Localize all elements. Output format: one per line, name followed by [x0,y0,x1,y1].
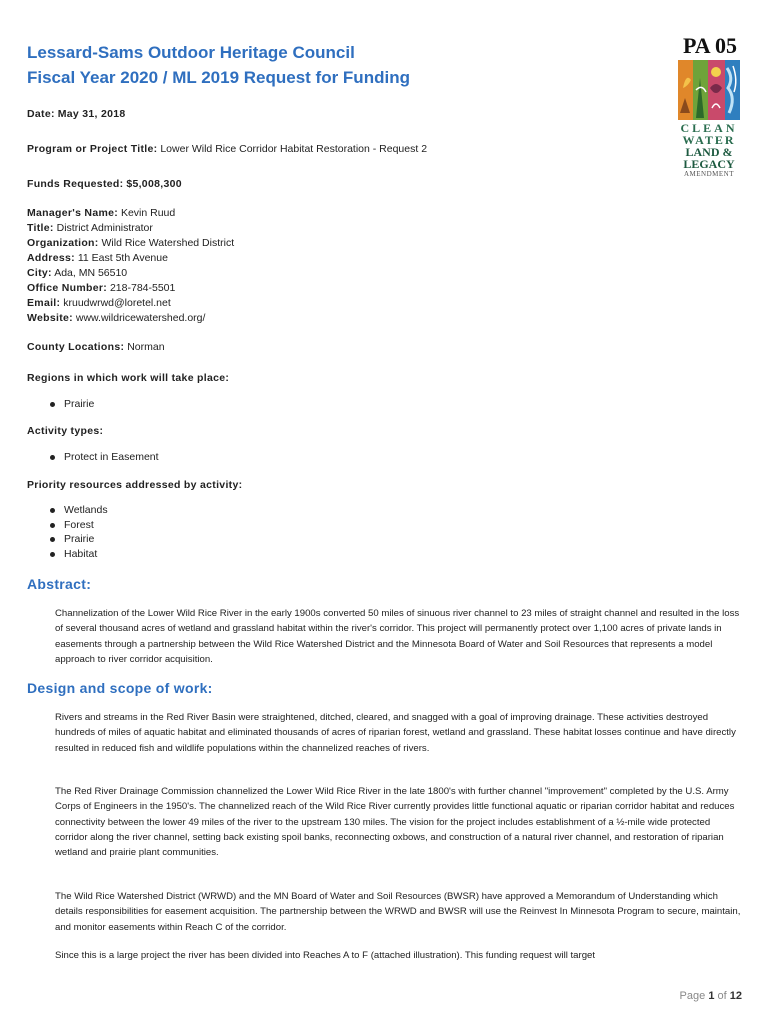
list-item: Protect in Easement [50,450,159,465]
clean-water-legacy-logo [676,58,742,178]
county-label: County Locations: [27,341,125,353]
phone-label: Office Number: [27,282,108,294]
of-word: of [717,990,727,1002]
design-paragraph-1: Rivers and streams in the Red River Basin were straightened, ditched, cleared, and snagged with a goal of improving drainage. These activities destroyed hundreds of miles of aquatic habitat and eliminated thousands of acres of riparian forest, wetland and grassland. These habitat losses continue and have directly resulted in reduced fish and wildlife populations within the channelized reaches of rivers. [55,712,736,754]
list-item: Prairie [50,532,108,547]
program-code: PA 05 [683,33,737,58]
title-line-2: Fiscal Year 2020 / ML 2019 Request for Funding [27,68,410,87]
organization-value: Wild Rice Watershed District [101,237,235,249]
logo-line-land: LAND & [685,145,733,159]
list-item: Forest [50,518,108,533]
regions-label: Regions in which work will take place: [27,372,230,384]
email-row [27,296,234,311]
title-label: Title: [27,222,54,234]
email-link[interactable]: kruudwrwd@loretel.net [63,297,171,309]
city-label: City: [27,267,52,279]
phone-value: 218-784-5501 [109,282,176,294]
date-row [27,107,126,122]
activities-label: Activity types: [27,425,104,437]
manager-label: Manager's Name: [27,207,119,219]
city-row [27,266,234,281]
date-label: Date: [27,108,55,120]
priorities-label: Priority resources addressed by activity: [27,479,243,491]
manager-row [27,206,234,221]
list-item: Wetlands [50,503,108,518]
website-row [27,311,234,326]
project-title-label: Program or Project Title: [27,143,158,155]
title-value: District Administrator [56,222,153,234]
page-word: Page [679,990,706,1002]
legacy-amendment-art-icon [676,58,742,122]
funds-value: $5,008,300 [126,178,182,190]
title-line-1: Lessard-Sams Outdoor Heritage Council [27,43,355,62]
abstract-text: Channelization of the Lower Wild Rice River in the early 1900s converted 50 miles of sinuous river channel to 23 miles of straight channel and resulted in the loss of several thousand acres of wetland and grassland habitat within the river's corridor. This project will permanently protect over 1,100 acres of private lands in easements through a partnership between the Wild Rice Watershed District and the Minnesota Board of Water and Soil Resources that represents a model approach to river corridor acquisition. [55,608,740,665]
county-row [27,340,165,355]
page-total: 12 [729,990,742,1002]
organization-label: Organization: [27,237,99,249]
contact-block [27,206,234,326]
address-row [27,251,234,266]
phone-row [27,281,234,296]
address-label: Address: [27,252,75,264]
funds-row [27,177,182,192]
project-title-value: Lower Wild Rice Corridor Habitat Restoration - Request 2 [160,143,428,155]
project-title-row [27,142,427,157]
design-heading: Design and scope of work: [27,680,213,696]
page-title [27,40,587,90]
page-current: 1 [708,990,715,1002]
list-item: Habitat [50,547,108,562]
manager-value: Kevin Ruud [120,207,176,219]
date-value: May 31, 2018 [57,108,126,120]
organization-row [27,236,234,251]
logo-line-water: WATER [682,133,736,147]
abstract-heading: Abstract: [27,576,92,592]
logo-line-clean: CLEAN [680,121,738,135]
priorities-list [50,503,108,562]
address-value: 11 East 5th Avenue [77,252,168,264]
logo-line-legacy: LEGACY [683,157,735,171]
website-link[interactable]: www.wildricewatershed.org/ [75,312,206,324]
page-indicator [680,990,742,1002]
email-label: Email: [27,297,61,309]
design-paragraph-4: Since this is a large project the river has been divided into Reaches A to F (attached illustration). This funding request will target [55,950,596,961]
logo-line-amendment: AMENDMENT [684,170,734,178]
city-value: Ada, MN 56510 [54,267,128,279]
regions-list [50,397,94,412]
activities-list [50,450,159,465]
design-paragraph-3: The Wild Rice Watershed District (WRWD) and the MN Board of Water and Soil Resources (BWSR) have approved a Memorandum of Understanding which details responsibilities for easement acquisition. The partnership between the WRWD and BWSR will use the Reinvest In Minnesota Program to secure, maintain, and monitor easements within Reach C of the corridor. [55,891,741,933]
title-row [27,221,234,236]
list-item: Prairie [50,397,94,412]
county-value: Norman [127,341,165,353]
website-label: Website: [27,312,73,324]
design-paragraph-2: The Red River Drainage Commission channelized the Lower Wild Rice River in the late 1800's with further channel "improvement" completed by the U.S. Army Corps of Engineers in the 1950's. The channelized reach of the Wild Rice River currently provides little functional aquatic or riparian corridor habitat and reduces connectivity between the lower 49 miles of the river to the upstream 130 miles. The vision for the project includes establishment of a ½-mile wide protected corridor along the river channel, setting back existing spoil banks, reconnecting oxbows, and construction of a natural river channel, and restoration of riparian wetland and prairie plant communities. [55,786,735,859]
funds-label: Funds Requested: [27,178,124,190]
